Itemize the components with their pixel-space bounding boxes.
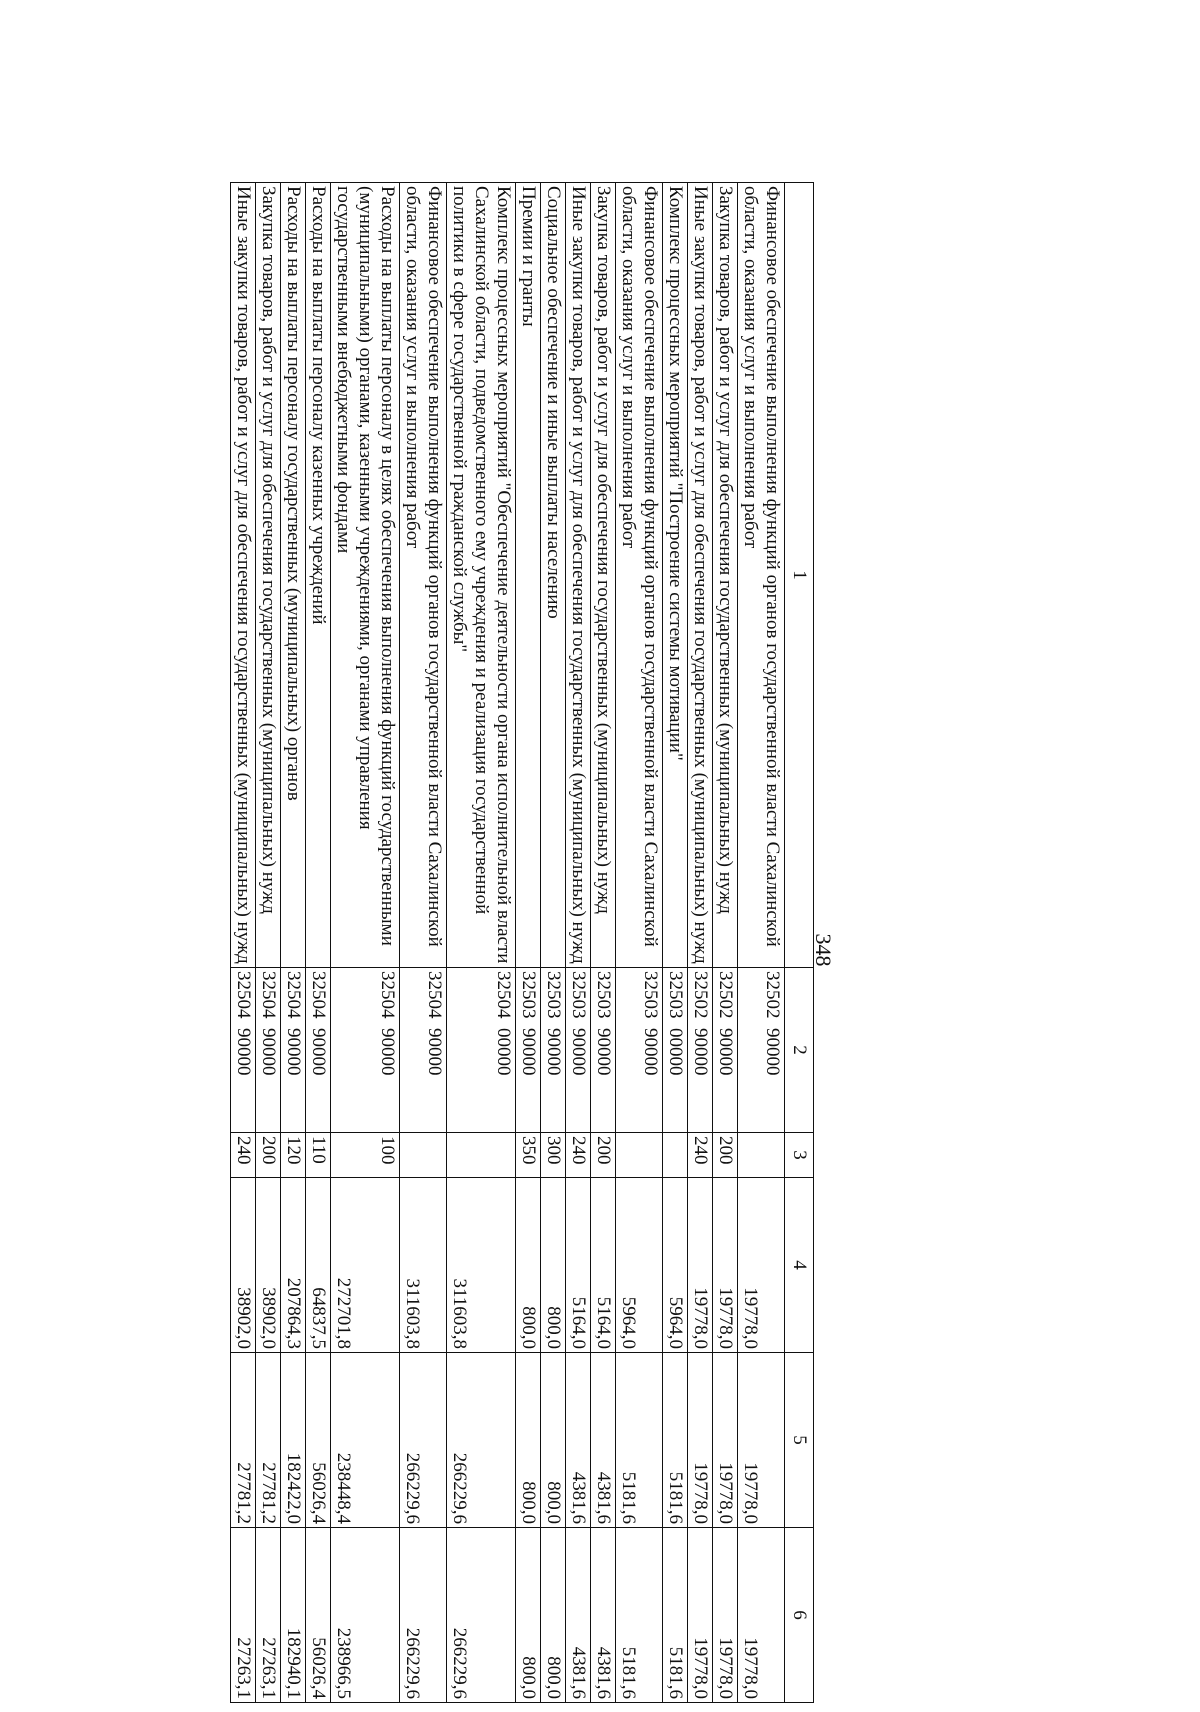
amount-col-6: 5181,6 <box>616 1528 663 1703</box>
expense-type-cell <box>447 1133 516 1178</box>
row-name-cell: Иные закупки товаров, работ и услуг для обеспечения государственных (муниципальных) нужд <box>566 183 591 968</box>
expense-type-cell <box>616 1133 663 1178</box>
amount-col-6: 266229,6 <box>400 1528 447 1703</box>
amount-col-6: 56026,4 <box>306 1528 331 1703</box>
amount-col-5: 182422,0 <box>281 1353 306 1528</box>
amount-col-4: 800,0 <box>516 1178 541 1353</box>
amount-col-5: 800,0 <box>541 1353 566 1528</box>
target-code-cell: 32503 00000 <box>663 968 688 1133</box>
expense-type-cell: 200 <box>256 1133 281 1178</box>
table-row <box>306 183 331 1703</box>
expense-type-cell: 200 <box>713 1133 738 1178</box>
target-code-cell: 32503 90000 <box>616 968 663 1133</box>
amount-col-4: 5164,0 <box>566 1178 591 1353</box>
target-code-cell: 32504 90000 <box>256 968 281 1133</box>
target-code-cell: 32504 90000 <box>331 968 400 1133</box>
table-row <box>663 183 688 1703</box>
table-row <box>331 183 400 1703</box>
header-col-5: 5 <box>785 1353 814 1528</box>
expense-type-cell: 300 <box>541 1133 566 1178</box>
amount-col-4: 38902,0 <box>256 1178 281 1353</box>
amount-col-4: 5164,0 <box>591 1178 616 1353</box>
amount-col-4: 207864,3 <box>281 1178 306 1353</box>
amount-col-6: 19778,0 <box>713 1528 738 1703</box>
target-code-cell: 32502 90000 <box>688 968 713 1133</box>
amount-col-4: 19778,0 <box>688 1178 713 1353</box>
row-name-cell: Иные закупки товаров, работ и услуг для обеспечения государственных (муниципальных) нужд <box>231 183 256 968</box>
row-name-cell: Расходы на выплаты персоналу государственных (муниципальных) органов <box>281 183 306 968</box>
header-col-1: 1 <box>785 183 814 968</box>
amount-col-6: 27263,1 <box>256 1528 281 1703</box>
target-code-cell: 32503 90000 <box>516 968 541 1133</box>
expense-type-cell <box>663 1133 688 1178</box>
amount-col-6: 19778,0 <box>688 1528 713 1703</box>
table-header-row <box>785 183 814 1703</box>
row-name-cell: Закупка товаров, работ и услуг для обеспечения государственных (муниципальных) нужд <box>713 183 738 968</box>
amount-col-5: 19778,0 <box>738 1353 785 1528</box>
target-code-cell: 32504 90000 <box>231 968 256 1133</box>
amount-col-4: 64837,5 <box>306 1178 331 1353</box>
expense-type-cell: 240 <box>688 1133 713 1178</box>
row-name-cell: Социальное обеспечение и иные выплаты населению <box>541 183 566 968</box>
target-code-cell: 32502 90000 <box>738 968 785 1133</box>
table-row <box>713 183 738 1703</box>
amount-col-5: 4381,6 <box>566 1353 591 1528</box>
amount-col-6: 800,0 <box>541 1528 566 1703</box>
table-row <box>400 183 447 1703</box>
amount-col-5: 19778,0 <box>713 1353 738 1528</box>
rotated-page <box>0 172 1098 1712</box>
target-code-cell: 32503 90000 <box>591 968 616 1133</box>
amount-col-6: 182940,1 <box>281 1528 306 1703</box>
amount-col-5: 56026,4 <box>306 1353 331 1528</box>
amount-col-5: 266229,6 <box>400 1353 447 1528</box>
amount-col-5: 800,0 <box>516 1353 541 1528</box>
table-row <box>541 183 566 1703</box>
row-name-cell: Расходы на выплаты персоналу в целях обеспечения выполнения функций государственными (муниципальными) органами, казенными учреждениями, органами управления государственными внебюджетными фондами <box>331 183 400 968</box>
row-name-cell: Расходы на выплаты персоналу казенных учреждений <box>306 183 331 968</box>
amount-col-5: 4381,6 <box>591 1353 616 1528</box>
table-row <box>281 183 306 1703</box>
header-col-3: 3 <box>785 1133 814 1178</box>
expense-type-cell: 200 <box>591 1133 616 1178</box>
table-row <box>231 183 256 1703</box>
amount-col-5: 19778,0 <box>688 1353 713 1528</box>
header-col-4: 4 <box>785 1178 814 1353</box>
table-row <box>616 183 663 1703</box>
target-code-cell: 32503 90000 <box>541 968 566 1133</box>
amount-col-6: 4381,6 <box>566 1528 591 1703</box>
expense-type-cell: 110 <box>306 1133 331 1178</box>
amount-col-6: 27263,1 <box>231 1528 256 1703</box>
page-number: 348 <box>811 933 836 967</box>
target-code-cell: 32504 90000 <box>281 968 306 1133</box>
header-col-2: 2 <box>785 968 814 1133</box>
amount-col-4: 272701,8 <box>331 1178 400 1353</box>
amount-col-6: 19778,0 <box>738 1528 785 1703</box>
expense-type-cell <box>738 1133 785 1178</box>
budget-table <box>230 182 814 1703</box>
amount-col-4: 38902,0 <box>231 1178 256 1353</box>
row-name-cell: Комплекс процессных мероприятий "Построение системы мотивации" <box>663 183 688 968</box>
table-row <box>688 183 713 1703</box>
amount-col-5: 266229,6 <box>447 1353 516 1528</box>
amount-col-5: 27781,2 <box>231 1353 256 1528</box>
row-name-cell: Финансовое обеспечение выполнения функций органов государственной власти Сахалинской области, оказания услуг и выполнения работ <box>616 183 663 968</box>
row-name-cell: Закупка товаров, работ и услуг для обеспечения государственных (муниципальных) нужд <box>591 183 616 968</box>
row-name-cell: Финансовое обеспечение выполнения функций органов государственной власти Сахалинской области, оказания услуг и выполнения работ <box>400 183 447 968</box>
expense-type-cell <box>400 1133 447 1178</box>
table-row <box>256 183 281 1703</box>
amount-col-4: 19778,0 <box>738 1178 785 1353</box>
amount-col-6: 238966,5 <box>331 1528 400 1703</box>
table-row <box>738 183 785 1703</box>
row-name-cell: Комплекс процессных мероприятий "Обеспечение деятельности органа исполнительной власти Сахалинской области, подведомственного ему учреждения и реализация государственной политики в сфере государственной гражданской службы" <box>447 183 516 968</box>
table-body <box>231 183 785 1703</box>
table-row <box>591 183 616 1703</box>
expense-type-cell: 240 <box>231 1133 256 1178</box>
target-code-cell: 32504 90000 <box>306 968 331 1133</box>
amount-col-4: 5964,0 <box>663 1178 688 1353</box>
amount-col-4: 311603,8 <box>447 1178 516 1353</box>
table-row <box>516 183 541 1703</box>
amount-col-5: 238448,4 <box>331 1353 400 1528</box>
target-code-cell: 32503 90000 <box>566 968 591 1133</box>
amount-col-6: 5181,6 <box>663 1528 688 1703</box>
row-name-cell: Премии и гранты <box>516 183 541 968</box>
expense-type-cell: 240 <box>566 1133 591 1178</box>
table-row <box>447 183 516 1703</box>
amount-col-4: 800,0 <box>541 1178 566 1353</box>
amount-col-4: 19778,0 <box>713 1178 738 1353</box>
row-name-cell: Иные закупки товаров, работ и услуг для обеспечения государственных (муниципальных) нужд <box>688 183 713 968</box>
target-code-cell: 32502 90000 <box>713 968 738 1133</box>
amount-col-5: 5181,6 <box>616 1353 663 1528</box>
expense-type-cell: 350 <box>516 1133 541 1178</box>
expense-type-cell: 120 <box>281 1133 306 1178</box>
amount-col-6: 800,0 <box>516 1528 541 1703</box>
amount-col-5: 5181,6 <box>663 1353 688 1528</box>
amount-col-6: 4381,6 <box>591 1528 616 1703</box>
amount-col-5: 27781,2 <box>256 1353 281 1528</box>
target-code-cell: 32504 00000 <box>447 968 516 1133</box>
amount-col-6: 266229,6 <box>447 1528 516 1703</box>
header-col-6: 6 <box>785 1528 814 1703</box>
row-name-cell: Финансовое обеспечение выполнения функций органов государственной власти Сахалинской области, оказания услуг и выполнения работ <box>738 183 785 968</box>
amount-col-4: 5964,0 <box>616 1178 663 1353</box>
expense-type-cell: 100 <box>331 1133 400 1178</box>
target-code-cell: 32504 90000 <box>400 968 447 1133</box>
table-row <box>566 183 591 1703</box>
amount-col-4: 311603,8 <box>400 1178 447 1353</box>
row-name-cell: Закупка товаров, работ и услуг для обеспечения государственных (муниципальных) нужд <box>256 183 281 968</box>
